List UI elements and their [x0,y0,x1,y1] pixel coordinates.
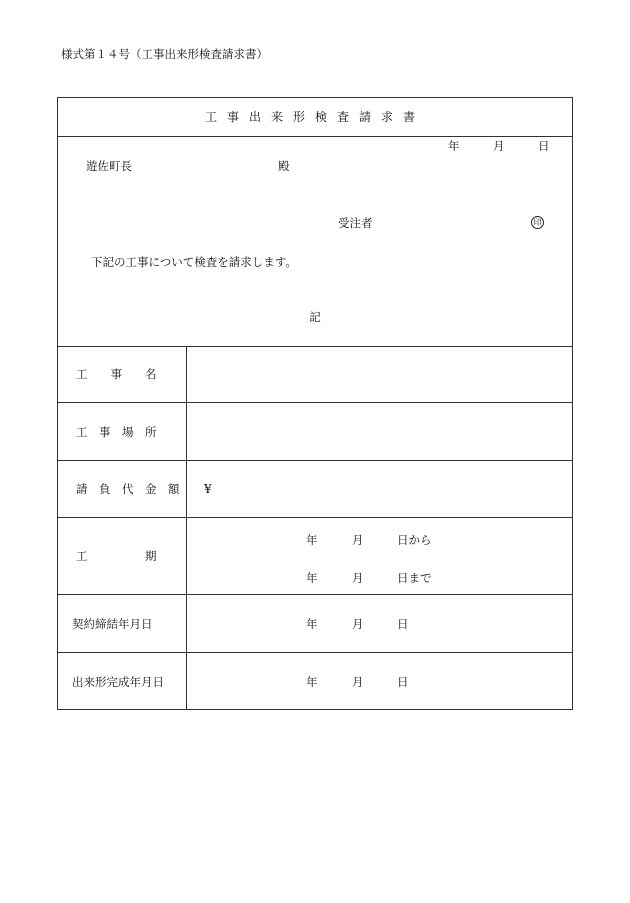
addressee: 遊佐町長 [86,159,132,173]
contract-amount-label: 請 負 代 金 額 [76,482,180,496]
completion-date-year: 年 [306,675,318,689]
location-label: 工 事 場 所 [76,424,157,439]
period-label: 工 期 [76,549,157,563]
contractor-label: 受注者 [338,216,373,230]
seal-icon: 印 [531,216,544,229]
contract-date-row [58,595,572,653]
completion-date-label: 出来形完成年月日 [72,674,164,689]
project-name-row [58,346,572,403]
contract-date-label: 契約締結年月日 [72,616,153,631]
period-start-year: 年 [306,533,318,547]
period-end-year: 年 [306,571,318,585]
completion-date-row [58,653,572,710]
period-start-month: 月 [352,533,364,547]
yen-mark: ¥ [204,482,212,496]
date-month: 月 [493,139,505,153]
inspection-request-form [57,97,573,710]
completion-date-month: 月 [352,675,364,689]
location-row [58,403,572,461]
contract-date-day: 日 [397,617,409,631]
record-mark: 記 [309,310,321,324]
contract-amount-row [58,461,572,518]
form-number: 様式第１４号（工事出来形検査請求書） [61,47,268,61]
date-year: 年 [448,139,460,153]
period-row [58,518,572,595]
period-end-month: 月 [352,571,364,585]
period-start-day: 日から [397,533,432,547]
contract-date-year: 年 [306,617,318,631]
project-name-label: 工 事 名 [76,367,157,381]
date-day: 日 [538,139,550,153]
request-text: 下記の工事について検査を請求します。 [91,255,297,269]
honorific: 殿 [278,159,290,173]
contract-date-month: 月 [352,617,364,631]
completion-date-day: 日 [397,675,409,689]
header-area [58,136,572,347]
period-end-day: 日まで [397,571,432,585]
form-title: 工事出来形検査請求書 [58,98,572,137]
